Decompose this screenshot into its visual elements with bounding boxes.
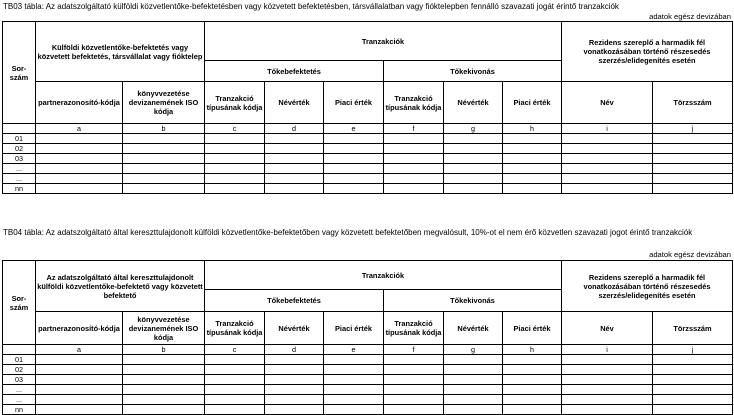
data-cell-h[interactable] [503, 164, 562, 174]
data-cell-d[interactable] [265, 355, 324, 365]
data-cell-b[interactable] [123, 395, 205, 405]
data-cell-e[interactable] [324, 184, 384, 194]
data-cell-e[interactable] [324, 164, 384, 174]
table-row [3, 405, 733, 415]
data-cell-f[interactable] [384, 365, 444, 375]
table-row [3, 365, 733, 375]
data-cell-j[interactable] [653, 365, 733, 375]
table-row [3, 375, 733, 385]
column-header-i: Név [562, 312, 653, 345]
data-cell-b[interactable] [123, 365, 205, 375]
data-cell-a[interactable] [36, 154, 123, 164]
data-cell-e[interactable] [324, 365, 384, 375]
data-cell-h[interactable] [503, 355, 562, 365]
data-cell-d[interactable] [265, 164, 324, 174]
data-cell-f[interactable] [384, 154, 444, 164]
data-cell-g[interactable] [444, 395, 503, 405]
column-header-g: Névérték [444, 82, 503, 124]
data-cell-f[interactable] [384, 174, 444, 184]
data-cell-f[interactable] [384, 375, 444, 385]
data-cell-i[interactable] [562, 144, 653, 154]
data-cell-e[interactable] [324, 174, 384, 184]
data-cell-b[interactable] [123, 355, 205, 365]
data-cell-a[interactable] [36, 144, 123, 154]
data-cell-i[interactable] [562, 355, 653, 365]
data-cell-a[interactable] [36, 174, 123, 184]
data-cell-i[interactable] [562, 395, 653, 405]
data-cell-a[interactable] [36, 385, 123, 395]
data-cell-j[interactable] [653, 184, 733, 194]
data-cell-g[interactable] [444, 134, 503, 144]
column-header-h: Piaci érték [503, 82, 562, 124]
tb04-title: TB04 tábla: Az adatszolgáltató által kereszttulajdonolt külföldi közvetlentőke-befektetőben vagy közvetett befektetőben megvalósult, 10%-ot el nem érő közvetlen szavazati jogot érintő tranzakciók [3, 228, 693, 237]
column-letter-f: f [384, 345, 444, 355]
data-cell-c[interactable] [205, 184, 265, 194]
data-cell-f[interactable] [384, 385, 444, 395]
data-cell-a[interactable] [36, 405, 123, 415]
data-cell-a[interactable] [36, 355, 123, 365]
data-cell-i[interactable] [562, 405, 653, 415]
tokekivonas-header: Tőkekivonás [384, 61, 562, 82]
column-header-j: Törzsszám [653, 82, 733, 124]
data-cell-a[interactable] [36, 184, 123, 194]
data-cell-c[interactable] [205, 365, 265, 375]
column-letter-d: d [265, 345, 324, 355]
data-cell-j[interactable] [653, 355, 733, 365]
tranzakciok-header: Tranzakciók [205, 22, 562, 61]
data-cell-d[interactable] [265, 184, 324, 194]
column-header-e: Piaci érték [324, 312, 384, 345]
column-letter-c: c [205, 345, 265, 355]
data-cell-f[interactable] [384, 184, 444, 194]
table-row [3, 144, 733, 154]
data-cell-j[interactable] [653, 144, 733, 154]
data-cell-j[interactable] [653, 375, 733, 385]
column-header-d: Névérték [265, 82, 324, 124]
letter-row-blank [3, 345, 36, 355]
table-row [3, 134, 733, 144]
data-cell-e[interactable] [324, 395, 384, 405]
rezidens-header: Rezidens szereplő a harmadik fél vonatkozásában történő részesedés szerzés/elidegenítés esetén [562, 261, 733, 312]
data-cell-c[interactable] [205, 144, 265, 154]
column-header-a: partnerazonosító-kódja [36, 312, 123, 345]
row-number: 01 [3, 355, 36, 365]
data-cell-f[interactable] [384, 144, 444, 154]
column-header-e: Piaci érték [324, 82, 384, 124]
sorszam-header: Sor-szám [3, 22, 36, 124]
row-number: 03 [3, 154, 36, 164]
column-letter-c: c [205, 124, 265, 134]
column-letter-g: g [444, 345, 503, 355]
data-cell-j[interactable] [653, 174, 733, 184]
data-cell-c[interactable] [205, 174, 265, 184]
data-cell-d[interactable] [265, 174, 324, 184]
data-cell-e[interactable] [324, 355, 384, 365]
data-cell-a[interactable] [36, 134, 123, 144]
table-row [3, 154, 733, 164]
table-row [3, 174, 733, 184]
rezidens-header: Rezidens szereplő a harmadik fél vonatkozásában történő részesedés szerzés/elidegenítés esetén [562, 22, 733, 82]
column-header-b: könyvvezetése devizanemének ISO kódja [123, 82, 205, 124]
row-number: 01 [3, 134, 36, 144]
tb03-table [2, 21, 733, 194]
data-cell-h[interactable] [503, 184, 562, 194]
data-cell-i[interactable] [562, 365, 653, 375]
column-letter-e: e [324, 124, 384, 134]
column-letter-a: a [36, 345, 123, 355]
data-cell-d[interactable] [265, 144, 324, 154]
data-cell-g[interactable] [444, 405, 503, 415]
data-cell-c[interactable] [205, 375, 265, 385]
column-header-d: Névérték [265, 312, 324, 345]
row-number: nn [3, 405, 36, 415]
data-cell-b[interactable] [123, 405, 205, 415]
data-cell-f[interactable] [384, 355, 444, 365]
data-cell-e[interactable] [324, 134, 384, 144]
data-cell-h[interactable] [503, 385, 562, 395]
data-cell-h[interactable] [503, 395, 562, 405]
sorszam-header: Sor-szám [3, 261, 36, 345]
data-cell-h[interactable] [503, 154, 562, 164]
column-letter-e: e [324, 345, 384, 355]
column-letter-i: i [562, 124, 653, 134]
entity-header: Külföldi közvetlentőke-befektetés vagy közvetett befektetés, társvállalat vagy fióktelep [36, 22, 205, 82]
tranzakciok-header: Tranzakciók [205, 261, 562, 290]
data-cell-c[interactable] [205, 385, 265, 395]
data-cell-b[interactable] [123, 144, 205, 154]
data-cell-h[interactable] [503, 375, 562, 385]
data-cell-h[interactable] [503, 174, 562, 184]
data-cell-g[interactable] [444, 385, 503, 395]
data-cell-h[interactable] [503, 144, 562, 154]
data-cell-d[interactable] [265, 385, 324, 395]
data-cell-j[interactable] [653, 134, 733, 144]
row-number: 02 [3, 144, 36, 154]
data-cell-g[interactable] [444, 174, 503, 184]
column-header-h: Piaci érték [503, 312, 562, 345]
column-header-c: Tranzakció típusának kódja [205, 82, 265, 124]
data-cell-g[interactable] [444, 144, 503, 154]
row-number: nn [3, 184, 36, 194]
data-cell-j[interactable] [653, 164, 733, 174]
data-cell-d[interactable] [265, 365, 324, 375]
data-cell-d[interactable] [265, 405, 324, 415]
tb03-unit-note: adatok egész devizában [649, 12, 731, 21]
row-number: ... [3, 174, 36, 184]
column-letter-a: a [36, 124, 123, 134]
data-cell-b[interactable] [123, 174, 205, 184]
data-cell-h[interactable] [503, 405, 562, 415]
data-cell-c[interactable] [205, 134, 265, 144]
table-row [3, 355, 733, 365]
data-cell-d[interactable] [265, 375, 324, 385]
tokebefektetes-header: Tőkebefektetés [205, 290, 384, 312]
data-cell-c[interactable] [205, 154, 265, 164]
data-cell-c[interactable] [205, 395, 265, 405]
tb03-title: TB03 tábla: Az adatszolgáltató külföldi közvetlentőke-befektetésben vagy közvetett befektetésben, társvállalatban vagy fióktelepben fennálló szavazati jogát érintő tranzakciók [3, 2, 619, 11]
data-cell-g[interactable] [444, 355, 503, 365]
column-letter-i: i [562, 345, 653, 355]
data-cell-e[interactable] [324, 405, 384, 415]
data-cell-c[interactable] [205, 355, 265, 365]
column-letter-j: j [653, 124, 733, 134]
data-cell-i[interactable] [562, 184, 653, 194]
data-cell-c[interactable] [205, 405, 265, 415]
tokebefektetes-header: Tőkebefektetés [205, 61, 384, 82]
tb04-table [2, 260, 733, 415]
row-number: ... [3, 385, 36, 395]
column-letter-h: h [503, 124, 562, 134]
data-cell-e[interactable] [324, 154, 384, 164]
data-cell-h[interactable] [503, 134, 562, 144]
data-cell-i[interactable] [562, 154, 653, 164]
data-cell-a[interactable] [36, 375, 123, 385]
column-header-a: partnerazonosító-kódja [36, 82, 123, 124]
data-cell-a[interactable] [36, 395, 123, 405]
data-cell-c[interactable] [205, 164, 265, 174]
letter-row-blank [3, 124, 36, 134]
data-cell-g[interactable] [444, 184, 503, 194]
data-cell-d[interactable] [265, 395, 324, 405]
data-cell-i[interactable] [562, 385, 653, 395]
table-row [3, 395, 733, 405]
table-row [3, 385, 733, 395]
data-cell-g[interactable] [444, 365, 503, 375]
data-cell-e[interactable] [324, 385, 384, 395]
data-cell-b[interactable] [123, 375, 205, 385]
data-cell-d[interactable] [265, 134, 324, 144]
column-letter-b: b [123, 345, 205, 355]
data-cell-j[interactable] [653, 385, 733, 395]
data-cell-i[interactable] [562, 375, 653, 385]
column-letter-j: j [653, 345, 733, 355]
row-number: ... [3, 395, 36, 405]
data-cell-b[interactable] [123, 164, 205, 174]
column-header-b: könyvvezetése devizanemének ISO kódja [123, 312, 205, 345]
row-number: 03 [3, 375, 36, 385]
tb04-unit-note: adatok egész devizában [649, 250, 731, 259]
column-header-c: Tranzakció típusának kódja [205, 312, 265, 345]
data-cell-e[interactable] [324, 144, 384, 154]
column-letter-b: b [123, 124, 205, 134]
column-letter-f: f [384, 124, 444, 134]
column-header-f: Tranzakció típusának kódja [384, 312, 444, 345]
table-row [3, 164, 733, 174]
tokekivonas-header: Tőkekivonás [384, 290, 562, 312]
column-header-f: Tranzakció típusának kódja [384, 82, 444, 124]
column-letter-d: d [265, 124, 324, 134]
column-letter-h: h [503, 345, 562, 355]
data-cell-b[interactable] [123, 154, 205, 164]
data-cell-h[interactable] [503, 365, 562, 375]
data-cell-i[interactable] [562, 174, 653, 184]
data-cell-g[interactable] [444, 154, 503, 164]
data-cell-f[interactable] [384, 164, 444, 174]
data-cell-g[interactable] [444, 375, 503, 385]
data-cell-i[interactable] [562, 164, 653, 174]
column-letter-g: g [444, 124, 503, 134]
column-header-j: Törzsszám [653, 312, 733, 345]
row-number: 02 [3, 365, 36, 375]
data-cell-f[interactable] [384, 395, 444, 405]
data-cell-f[interactable] [384, 134, 444, 144]
data-cell-i[interactable] [562, 134, 653, 144]
data-cell-g[interactable] [444, 164, 503, 174]
column-header-g: Névérték [444, 312, 503, 345]
data-cell-j[interactable] [653, 154, 733, 164]
row-number: ... [3, 164, 36, 174]
data-cell-j[interactable] [653, 395, 733, 405]
table-row [3, 184, 733, 194]
data-cell-a[interactable] [36, 164, 123, 174]
data-cell-b[interactable] [123, 385, 205, 395]
column-header-i: Név [562, 82, 653, 124]
data-cell-f[interactable] [384, 405, 444, 415]
data-cell-e[interactable] [324, 375, 384, 385]
data-cell-j[interactable] [653, 405, 733, 415]
data-cell-a[interactable] [36, 365, 123, 375]
data-cell-b[interactable] [123, 134, 205, 144]
data-cell-b[interactable] [123, 184, 205, 194]
data-cell-d[interactable] [265, 154, 324, 164]
entity-header: Az adatszolgáltató által kereszttulajdonolt külföldi közvetlentőke-befektető vagy közvetett befektető [36, 261, 205, 312]
